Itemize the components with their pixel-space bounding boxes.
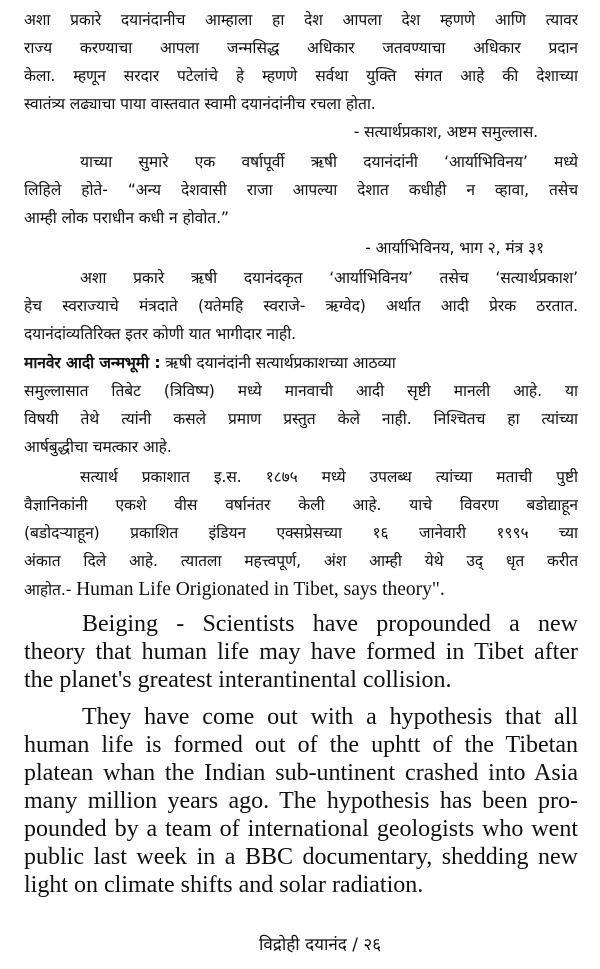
paragraph-3-line-2: हेच स्वराज्याचे मंत्रदाते (यतेमहि स्वराजे- ऋग्वेद) अर्थात आदी प्रेरक ठरतात. [24,297,578,315]
english-paragraph-2-line-5: pounded by a team of international geologists who went [24,816,578,842]
paragraph-2-line-2: लिहिले होते- “अन्य देशवासी राजा आपल्या देशात कधीही न व्हावा, तसेच [24,181,578,199]
paragraph-5-line-3: (बडोदऱ्याहून) प्रकाशित इंडियन एक्सप्रेसच्या १६ जानेवारी १९९५ च्या [24,524,578,542]
paragraph-5-line-4: अंकात दिले आहे. त्यातला महत्त्वपूर्ण, अंश आम्ही येथे उद् धृत करीत [24,552,578,570]
paragraph-1-line-4: स्वातंत्र्य लढ्याचा पाया वास्तवात स्वामी दयानंदांनीच रचला होता. [24,95,376,113]
paragraph-2-line-1: याच्या सुमारे एक वर्षापूर्वी ऋषी दयानंदांनी ‘आर्याभिविनय’ मध्ये [80,153,578,171]
paragraph-5-marathi-lead: आहोत.- [24,581,77,599]
english-paragraph-2-line-1: They have come out with a hypothesis that all [82,704,578,730]
english-paragraph-2-line-4: many million years ago. The hypothesis has been pro- [24,788,578,814]
english-paragraph-2-line-2: human life is formed out of the uphtt of the Tibetan [24,732,578,758]
paragraph-1-line-1: अशा प्रकारे दयानंदानीच आम्हाला हा देश आपला देश म्हणणे आणि त्यावर [24,11,578,29]
section-heading: मानवेर आदी जन्मभूमी : [24,354,161,372]
citation-satyarth: - सत्यार्थप्रकाश, अष्टम समुल्लास. [353,123,538,141]
paragraph-3-line-3: दयानंदांव्यतिरिक्त इतर कोणी यात भागीदार नाही. [24,325,296,343]
paragraph-4-line-4: आर्षबुद्धीचा चमत्कार आहे. [24,438,172,456]
paragraph-3-line-1: अशा प्रकारे ऋषी दयानंदकृत ‘आर्याभिविनय’ तसेच ‘सत्यार्थप्रकाश’ [80,269,578,287]
paragraph-5-line-2: वैज्ञानिकांनी एकशे वीस वर्षानंतर केली आहे. याचे विवरण बडोद्याहून [24,496,578,514]
paragraph-4-line-1-text: ऋषी दयानंदांनी सत्यार्थप्रकाशच्या आठव्या [160,354,396,372]
english-paragraph-1-line-2: theory that human life may have formed in Tibet after [24,639,578,665]
paragraph-5-line-1: सत्यार्थ प्रकाशात इ.स. १८७५ मध्ये उपलब्ध त्यांच्या मताची पुष्टी [80,468,578,486]
article-headline: Human Life Origionated in Tibet, says theory". [76,579,445,600]
paragraph-1-line-2: राज्य करण्याचा आपला जन्मसिद्ध अधिकार जतवण्याचा अधिकार प्रदान [24,39,578,57]
paragraph-1-line-3: केला. म्हणून सरदार पटेलांचे हे म्हणणे सर्वथा युक्ति संगत आहे की देशाच्या [24,67,578,85]
citation-aryabhivinay: - आर्याभिविनय, भाग २, मंत्र ३१ [365,239,544,257]
paragraph-4-line-3: विषयी तेथे त्यांनी कसले प्रमाण प्रस्तुत केले नाही. निश्चितच हा त्यांच्या [24,410,578,428]
paragraph-5-line-5 [24,576,578,604]
english-paragraph-1-line-3: the planet's greatest interantinental collision. [24,667,452,693]
paragraph-2-line-3: आम्ही लोक पराधीन कधी न होवोत.” [24,209,229,227]
english-paragraph-2-line-6: public last week in a BBC documentary, shedding new [24,844,578,870]
english-paragraph-2-line-3: platean whan the Indian sub-untinent crashed into Asia [24,760,578,786]
page-footer: विद्रोही दयानंद / २६ [258,935,382,955]
english-paragraph-1-line-1: Beiging - Scientists have propounded a new [82,611,578,637]
paragraph-4-line-1 [24,349,578,377]
paragraph-4-line-2: समुल्लासात तिबेट (त्रिविष्प) मध्ये मानवाची आदी सृष्टी मानली आहे. या [24,382,578,400]
english-paragraph-2-line-7: light on climate shifts and solar radiation. [24,872,424,898]
